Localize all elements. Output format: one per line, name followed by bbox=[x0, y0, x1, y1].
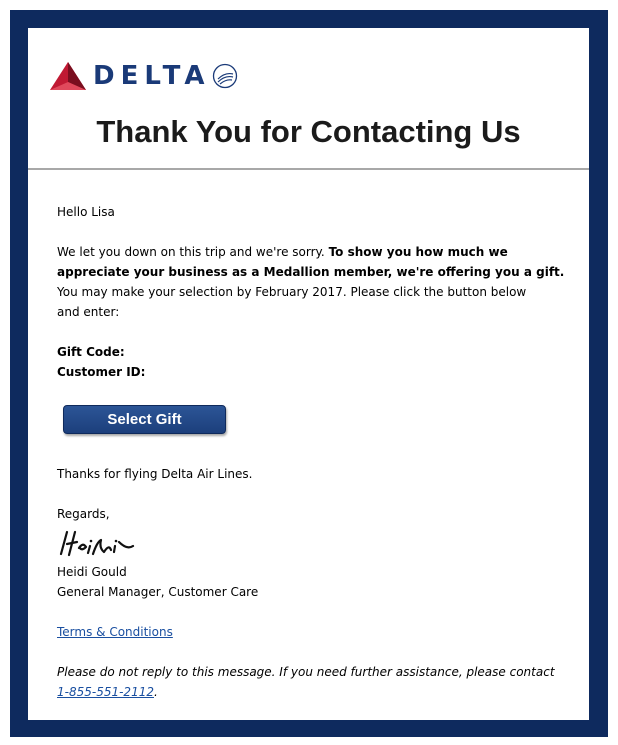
phone-suffix: . bbox=[153, 685, 158, 699]
skyteam-icon bbox=[212, 63, 238, 89]
apology-text: We let you down on this trip and we're sorry. bbox=[57, 245, 329, 259]
thanks-text: Thanks for flying Delta Air Lines. bbox=[57, 467, 253, 481]
selection-deadline-text: You may make your selection by February 2017. Please click the button below bbox=[57, 285, 527, 299]
signer-title: General Manager, Customer Care bbox=[57, 585, 259, 599]
instruction-text: and enter: bbox=[57, 305, 120, 319]
delta-logo bbox=[49, 59, 238, 93]
gift-offer-text-1: To show you how much we bbox=[328, 245, 508, 259]
signature-image bbox=[57, 528, 137, 558]
terms-conditions-link[interactable]: Terms & Conditions bbox=[57, 625, 173, 639]
signer-name: Heidi Gould bbox=[57, 565, 127, 579]
gift-code-label: Gift Code: bbox=[57, 345, 125, 359]
footer-contact bbox=[57, 682, 158, 702]
regards-text: Regards, bbox=[57, 507, 110, 521]
delta-wordmark: DELTA bbox=[93, 61, 211, 91]
customer-id-label: Customer ID: bbox=[57, 365, 146, 379]
page-title: Thank You for Contacting Us bbox=[96, 114, 521, 149]
header-divider bbox=[28, 168, 589, 170]
delta-widget-icon bbox=[49, 61, 87, 91]
footer-note: Please do not reply to this message. If you need further assistance, please contact bbox=[57, 665, 555, 679]
greeting: Hello Lisa bbox=[57, 205, 115, 219]
apology-line-1 bbox=[57, 242, 508, 262]
gift-offer-text-2: appreciate your business as a Medallion member, we're offering you a gift. bbox=[57, 265, 565, 279]
email-body bbox=[28, 28, 589, 720]
select-gift-button[interactable]: Select Gift bbox=[63, 405, 226, 434]
phone-link[interactable]: 1-855-551-2112 bbox=[57, 685, 154, 699]
